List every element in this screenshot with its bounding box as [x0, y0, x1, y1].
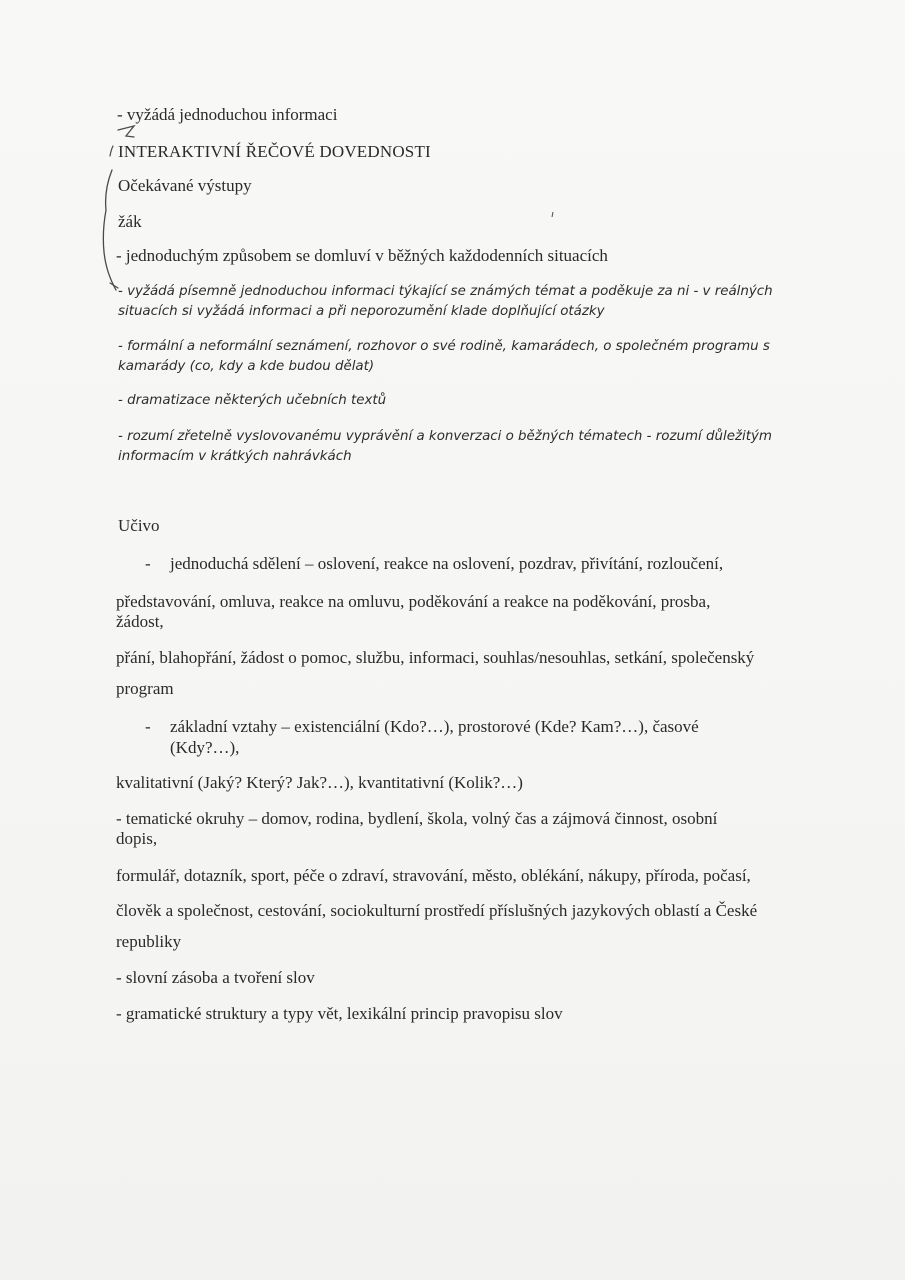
- heading-ucivo: Učivo: [118, 516, 160, 535]
- line-predstavovani-b: žádost,: [116, 612, 164, 631]
- line-rozumi-a: - rozumí zřetelně vyslovovanému vyprávění a konverzaci o běžných tématech - rozumí důležitým: [118, 429, 772, 444]
- line-republiky: republiky: [116, 932, 182, 951]
- line-clovek: člověk a společnost, cestování, sociokulturní prostředí příslušných jazykových oblastí a České: [116, 901, 758, 920]
- line-okruhy-a: - tematické okruhy – domov, rodina, bydlení, škola, volný čas a zájmová činnost, osobní: [116, 809, 718, 828]
- line-seznameni-b: kamarády (co, kdy a kde budou dělat): [118, 359, 375, 374]
- line-slovni-zasoba: - slovní zásoba a tvoření slov: [116, 968, 315, 987]
- section-heading-interaktivni: INTERAKTIVNÍ ŘEČOVÉ DOVEDNOSTI: [118, 142, 431, 161]
- line-predstavovani-a: představování, omluva, reakce na omluvu, poděkování a reakce na poděkování, prosba,: [116, 592, 711, 611]
- line-okruhy-b: dopis,: [116, 829, 158, 848]
- list-bullet: -: [145, 554, 151, 573]
- line-prani: přání, blahopřání, žádost o pomoc, službu, informaci, souhlas/nesouhlas, setkání, společenský: [116, 648, 755, 667]
- line-vztahy-b: (Kdy?…),: [170, 738, 240, 757]
- line-domluvi: - jednoduchým způsobem se domluví v běžných každodenních situacích: [116, 246, 608, 265]
- line-seznameni-a: - formální a neformální seznámení, rozhovor o své rodině, kamarádech, o společném programu s: [118, 339, 770, 354]
- line-formular: formulář, dotazník, sport, péče o zdraví, stravování, město, oblékání, nákupy, příroda, počasí,: [116, 866, 751, 885]
- line-rozumi-b: informacím v krátkých nahrávkách: [118, 449, 352, 464]
- line-dramatizace: - dramatizace některých učebních textů: [118, 393, 387, 408]
- list-bullet: -: [145, 717, 151, 736]
- heading-ocekavane-vystupy: Očekávané výstupy: [118, 176, 252, 195]
- line-sdeleni: jednoduchá sdělení – oslovení, reakce na oslovení, pozdrav, přivítání, rozloučení,: [170, 554, 724, 573]
- line-vztahy-a: základní vztahy – existenciální (Kdo?…), prostorové (Kde? Kam?…), časové: [170, 717, 699, 736]
- line-pisemne-b: situacích si vyžádá informaci a při neporozumění klade doplňující otázky: [118, 304, 605, 319]
- line-kvalitativni: kvalitativní (Jaký? Který? Jak?…), kvantitativní (Kolik?…): [116, 773, 523, 792]
- line-vyzada-informaci: - vyžádá jednoduchou informaci: [117, 105, 338, 124]
- line-program: program: [116, 679, 174, 698]
- line-gramaticke: - gramatické struktury a typy vět, lexikální princip pravopisu slov: [116, 1004, 563, 1023]
- line-pisemne-a: - vyžádá písemně jednoduchou informaci týkající se známých témat a poděkuje za ni - v reálných: [118, 284, 773, 299]
- label-zak: žák: [118, 212, 142, 231]
